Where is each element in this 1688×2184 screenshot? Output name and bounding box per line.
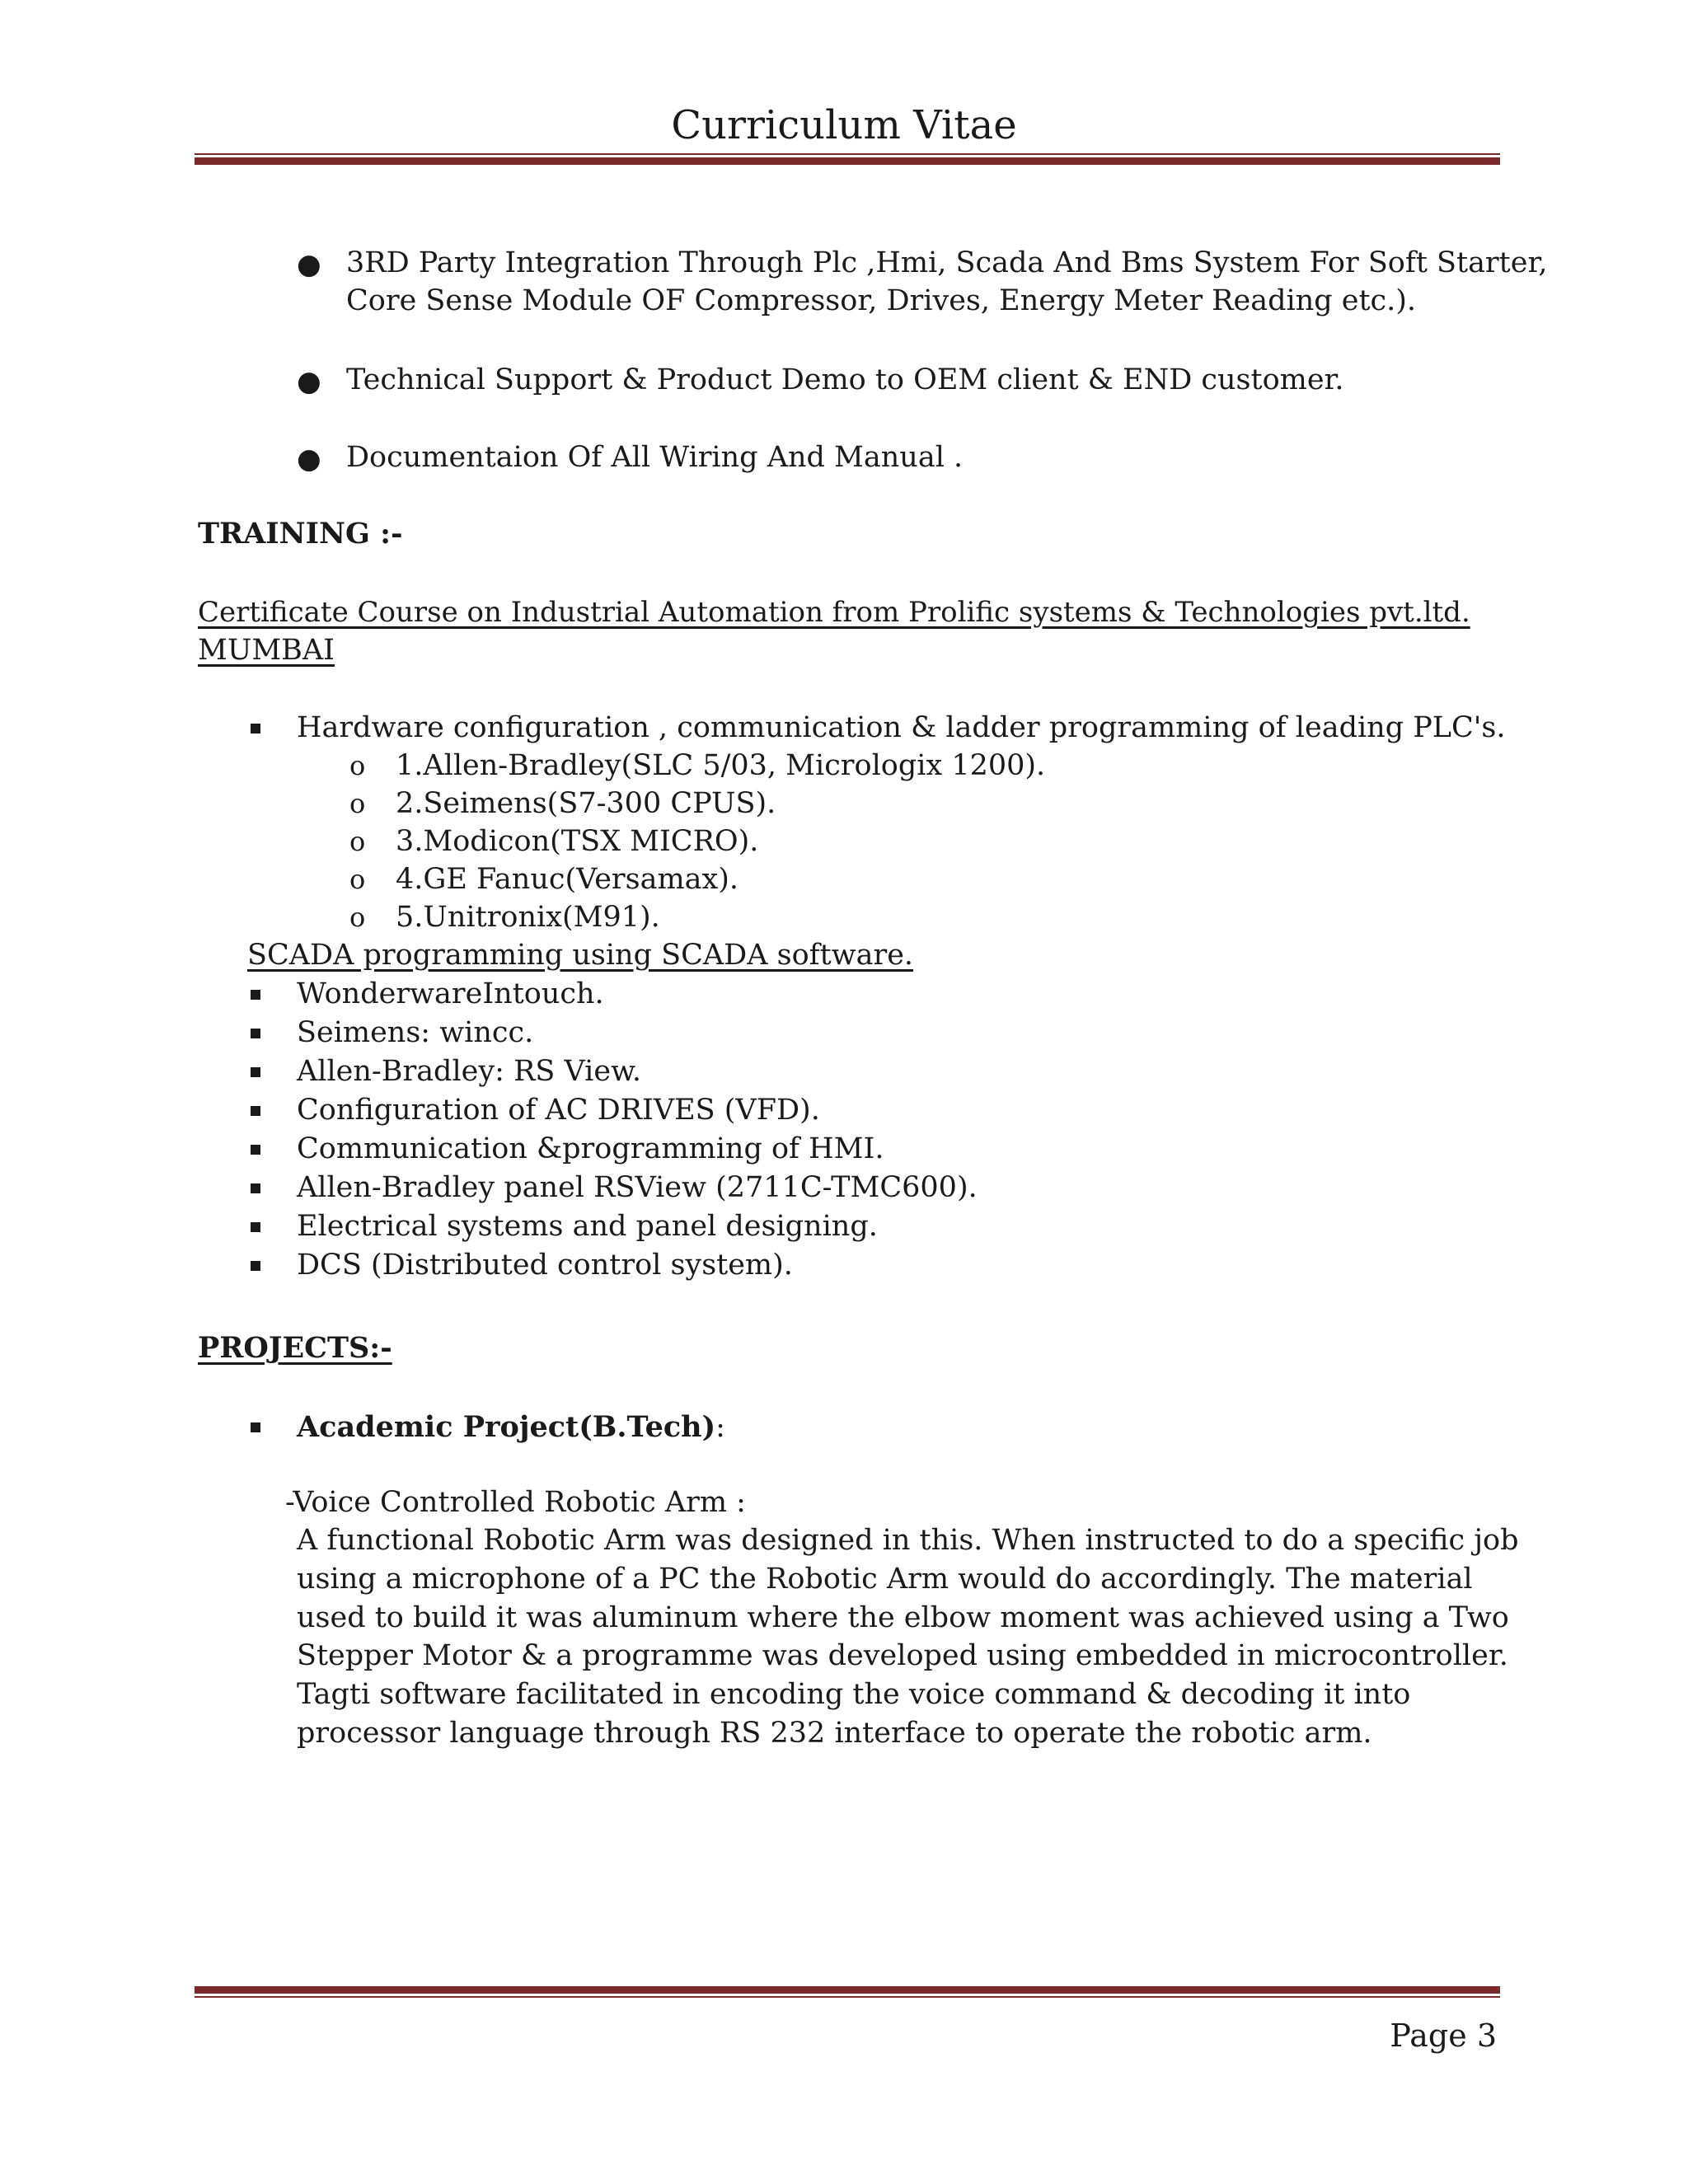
square-bullet-icon bbox=[251, 1261, 260, 1271]
list-item: Communication &programming of HMI. bbox=[297, 1132, 884, 1165]
bullet-text: Technical Support & Product Demo to OEM client & END customer. bbox=[346, 363, 1344, 396]
project-title: -Voice Controlled Robotic Arm : bbox=[285, 1486, 746, 1519]
circle-bullet-icon: o bbox=[349, 902, 366, 933]
plc-item: 4.GE Fanuc(Versamax). bbox=[396, 863, 739, 896]
list-item: Allen-Bradley panel RSView (2711C-TMC600). bbox=[297, 1171, 978, 1204]
square-bullet-icon bbox=[251, 1222, 260, 1232]
scada-heading: SCADA programming using SCADA software. bbox=[247, 939, 914, 972]
bullet-dot-icon: ● bbox=[297, 443, 321, 476]
academic-project-line bbox=[297, 1408, 725, 1447]
footer-rule bbox=[195, 1986, 1500, 1998]
plc-item: 2.Seimens(S7-300 CPUS). bbox=[396, 787, 776, 820]
academic-project-colon: : bbox=[715, 1411, 725, 1444]
project-description-line: Tagti software facilitated in encoding the voice command & decoding it into bbox=[297, 1678, 1411, 1711]
academic-project-label: Academic Project(B.Tech) bbox=[297, 1410, 716, 1444]
circle-bullet-icon: o bbox=[349, 826, 366, 857]
circle-bullet-icon: o bbox=[349, 788, 366, 819]
square-bullet-icon bbox=[251, 724, 260, 733]
circle-bullet-icon: o bbox=[349, 750, 366, 781]
list-item: WonderwareIntouch. bbox=[297, 977, 604, 1010]
bullet-text: Documentaion Of All Wiring And Manual . bbox=[346, 441, 964, 474]
list-item: Configuration of AC DRIVES (VFD). bbox=[297, 1094, 820, 1127]
square-bullet-icon bbox=[251, 1422, 260, 1432]
plc-item: 1.Allen-Bradley(SLC 5/03, Micrologix 1200). bbox=[396, 749, 1046, 782]
project-description-line: used to build it was aluminum where the elbow moment was achieved using a Two bbox=[297, 1601, 1509, 1634]
list-item: Seimens: wincc. bbox=[297, 1016, 534, 1049]
project-description-line: using a microphone of a PC the Robotic Arm would do accordingly. The material bbox=[297, 1563, 1473, 1596]
training-course: Certificate Course on Industrial Automation from Prolific systems & Technologies pvt.ltd. bbox=[198, 596, 1470, 629]
header-rule bbox=[195, 153, 1500, 165]
square-bullet-icon bbox=[251, 1145, 260, 1155]
bullet-dot-icon: ● bbox=[297, 248, 321, 281]
list-item: Hardware configuration , communication & ladder programming of leading PLC's. bbox=[297, 711, 1506, 744]
page-header-title: Curriculum Vitae bbox=[671, 102, 1017, 148]
bullet-text-cont: Core Sense Module OF Compressor, Drives, Energy Meter Reading etc.). bbox=[346, 284, 1417, 317]
section-heading-training: TRAINING :- bbox=[198, 517, 403, 551]
circle-bullet-icon: o bbox=[349, 864, 366, 895]
plc-item: 3.Modicon(TSX MICRO). bbox=[396, 825, 759, 858]
bullet-text: 3RD Party Integration Through Plc ,Hmi, Scada And Bms System For Soft Starter, bbox=[346, 246, 1548, 279]
square-bullet-icon bbox=[251, 1183, 260, 1193]
square-bullet-icon bbox=[251, 1106, 260, 1116]
project-description-line: A functional Robotic Arm was designed in this. When instructed to do a specific job bbox=[297, 1524, 1519, 1557]
page-number: Page 3 bbox=[1390, 2018, 1497, 2054]
section-heading-projects: PROJECTS:- bbox=[198, 1331, 392, 1365]
project-description-line: Stepper Motor & a programme was developed using embedded in microcontroller. bbox=[297, 1639, 1508, 1672]
list-item: DCS (Distributed control system). bbox=[297, 1249, 793, 1282]
list-item: Allen-Bradley: RS View. bbox=[297, 1055, 642, 1088]
square-bullet-icon bbox=[251, 1029, 260, 1038]
bullet-dot-icon: ● bbox=[297, 365, 321, 398]
plc-item: 5.Unitronix(M91). bbox=[396, 901, 660, 934]
list-item: Electrical systems and panel designing. bbox=[297, 1210, 878, 1243]
project-description-line: processor language through RS 232 interface to operate the robotic arm. bbox=[297, 1717, 1372, 1750]
square-bullet-icon bbox=[251, 1067, 260, 1077]
training-course-city: MUMBAI bbox=[198, 634, 335, 667]
square-bullet-icon bbox=[251, 990, 260, 1000]
